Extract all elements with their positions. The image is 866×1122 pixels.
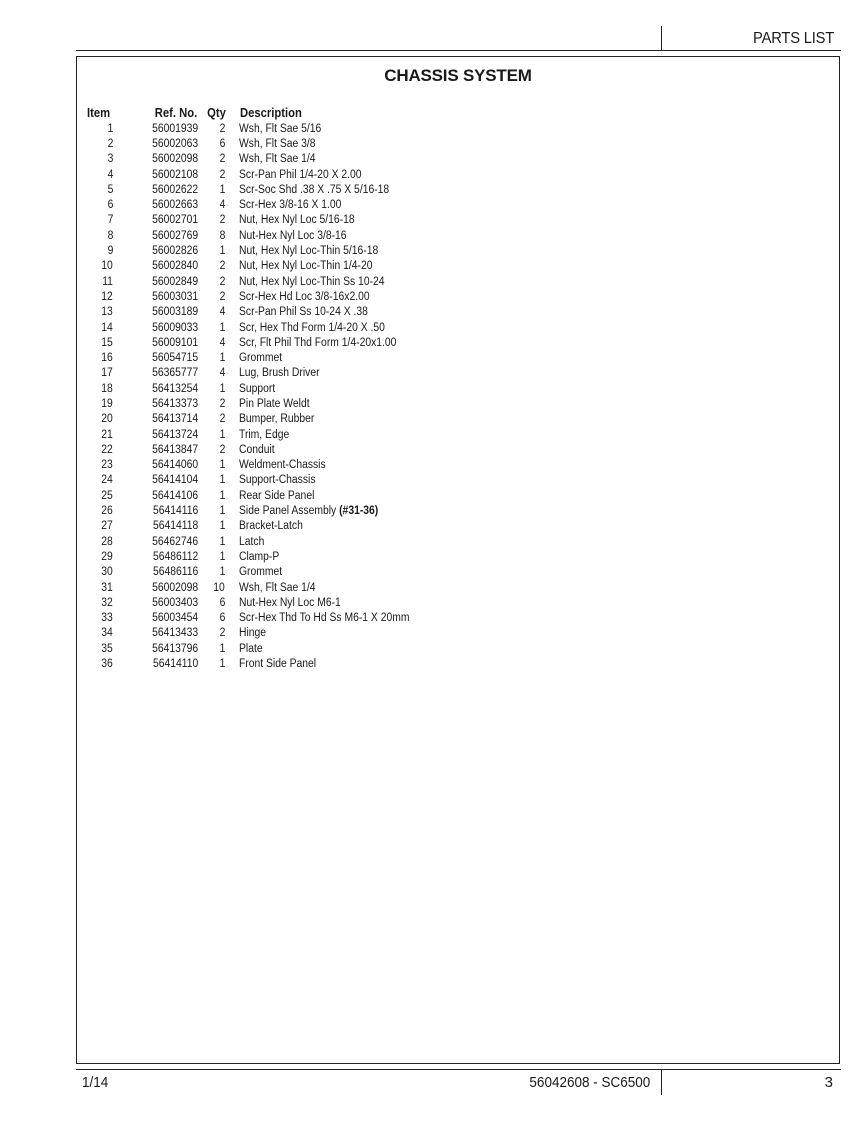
qty-cell: 4 (219, 306, 225, 319)
qty-cell: 2 (219, 413, 225, 426)
table-row (87, 274, 540, 289)
qty-cell: 4 (219, 199, 225, 212)
desc-cell: Wsh, Flt Sae 1/4 (239, 153, 316, 166)
ref-cell: 56414118 (152, 520, 198, 533)
item-cell: 27 (101, 520, 113, 533)
desc-cell: Scr-Hex Thd To Hd Ss M6-1 X 20mm (239, 612, 410, 625)
table-row (87, 167, 540, 182)
item-cell: 32 (101, 596, 113, 609)
desc-cell: Scr-Hex Hd Loc 3/8-16x2.00 (239, 290, 370, 303)
desc-cell: Latch (239, 535, 265, 548)
qty-cell: 1 (219, 459, 225, 472)
item-cell: 15 (101, 336, 113, 349)
qty-cell: 2 (219, 214, 225, 227)
qty-cell: 1 (219, 183, 225, 196)
desc-cell: Support-Chassis (239, 474, 316, 487)
table-row (87, 442, 540, 457)
desc-cell: Bracket-Latch (239, 520, 303, 533)
ref-cell: 56413796 (151, 642, 198, 655)
qty-cell: 2 (219, 275, 225, 288)
ref-cell: 56009033 (151, 321, 198, 334)
qty-cell: 4 (219, 336, 225, 349)
table-body (87, 121, 540, 672)
desc-cell: Grommet (239, 566, 283, 579)
item-cell: 19 (101, 397, 113, 410)
table-row (87, 488, 540, 503)
item-cell: 5 (107, 183, 113, 196)
table-row (87, 427, 540, 442)
table-row (87, 366, 540, 381)
qty-cell: 6 (219, 137, 225, 150)
page-number: 3 (824, 1074, 833, 1091)
footer-rule (76, 1069, 841, 1070)
ref-cell: 56002063 (151, 137, 198, 150)
item-cell: 18 (101, 382, 113, 395)
ref-cell: 56002098 (151, 581, 198, 594)
item-cell: 12 (101, 290, 113, 303)
ref-cell: 56413373 (151, 397, 198, 410)
qty-cell: 2 (219, 168, 225, 181)
qty-cell: 1 (219, 382, 225, 395)
desc-cell: Scr-Pan Phil 1/4-20 X 2.00 (239, 168, 362, 181)
item-cell: 20 (101, 413, 113, 426)
table-row (87, 396, 540, 411)
header-rule (76, 50, 841, 51)
ref-cell: 56003189 (151, 306, 198, 319)
qty-cell: 1 (219, 352, 225, 365)
item-cell: 8 (107, 229, 113, 242)
ref-cell: 56414106 (151, 489, 198, 502)
qty-cell: 1 (219, 642, 225, 655)
table-row (87, 259, 540, 274)
qty-cell: 1 (219, 535, 225, 548)
ref-cell: 56002108 (151, 168, 198, 181)
desc-cell: Front Side Panel (239, 658, 317, 671)
table-row (87, 473, 540, 488)
desc-subassembly-ref: (#31-36) (339, 505, 379, 518)
desc-cell: Grommet (239, 352, 283, 365)
section-label: PARTS LIST (752, 30, 834, 47)
desc-cell: Pin Plate Weldt (239, 397, 310, 410)
table-row (87, 320, 540, 335)
footer-divider (661, 1070, 662, 1095)
table-row (87, 182, 540, 197)
content-frame (76, 56, 840, 1064)
table-row (87, 350, 540, 365)
qty-cell: 2 (219, 397, 225, 410)
footer-document-id: 56042608 - SC6500 (529, 1074, 650, 1091)
col-item-header: Item (87, 105, 111, 120)
table-row (87, 519, 540, 534)
desc-cell: Hinge (239, 627, 267, 640)
ref-cell: 56413724 (151, 428, 198, 441)
ref-cell: 56009101 (151, 336, 198, 349)
ref-cell: 56486116 (152, 566, 198, 579)
item-cell: 28 (101, 535, 113, 548)
item-cell: 1 (107, 122, 113, 135)
item-cell: 17 (101, 367, 113, 380)
ref-cell: 56413254 (151, 382, 198, 395)
ref-cell: 56413433 (151, 627, 198, 640)
item-cell: 4 (107, 168, 113, 181)
ref-cell: 56414060 (151, 459, 198, 472)
qty-cell: 1 (219, 489, 225, 502)
table-row (87, 228, 540, 243)
desc-cell: Lug, Brush Driver (239, 367, 320, 380)
ref-cell: 56462746 (151, 535, 198, 548)
desc-cell: Trim, Edge (239, 428, 290, 441)
page-title: CHASSIS SYSTEM (384, 66, 532, 85)
desc-cell: Nut-Hex Nyl Loc M6-1 (239, 596, 341, 609)
ref-cell: 56365777 (151, 367, 198, 380)
desc-cell: Wsh, Flt Sae 3/8 (239, 137, 316, 150)
desc-cell: Wsh, Flt Sae 5/16 (239, 122, 322, 135)
qty-cell: 1 (219, 566, 225, 579)
table-row (87, 121, 540, 136)
table-row (87, 381, 540, 396)
item-cell: 9 (107, 245, 113, 258)
ref-cell: 56003403 (151, 596, 198, 609)
ref-cell: 56414116 (152, 505, 198, 518)
table-row (87, 611, 540, 626)
qty-cell: 1 (219, 520, 225, 533)
qty-cell: 2 (219, 290, 225, 303)
table-row (87, 136, 540, 151)
item-cell: 16 (101, 352, 113, 365)
item-cell: 22 (101, 443, 113, 456)
qty-cell: 1 (219, 245, 225, 258)
item-cell: 30 (101, 566, 113, 579)
ref-cell: 56413714 (151, 413, 198, 426)
table-row (87, 641, 540, 656)
table-row (87, 565, 540, 580)
qty-cell: 10 (213, 581, 225, 594)
ref-cell: 56002098 (151, 153, 198, 166)
item-cell: 14 (101, 321, 113, 334)
item-cell: 26 (101, 505, 113, 518)
item-cell: 7 (107, 214, 113, 227)
ref-cell: 56003031 (151, 290, 198, 303)
qty-cell: 6 (219, 596, 225, 609)
desc-cell: Bumper, Rubber (239, 413, 315, 426)
ref-cell: 56002769 (151, 229, 198, 242)
table-row (87, 335, 540, 350)
qty-cell: 4 (219, 367, 225, 380)
desc-cell: Nut, Hex Nyl Loc-Thin 5/16-18 (239, 245, 379, 258)
item-cell: 3 (107, 153, 113, 166)
desc-cell: Nut, Hex Nyl Loc-Thin Ss 10-24 (239, 275, 385, 288)
header-divider (661, 26, 662, 51)
table-row (87, 595, 540, 610)
ref-cell: 56486112 (152, 550, 198, 563)
item-cell: 25 (101, 489, 113, 502)
ref-cell: 56054715 (151, 352, 198, 365)
table-header (87, 104, 540, 121)
desc-cell: Nut, Hex Nyl Loc-Thin 1/4-20 (239, 260, 373, 273)
qty-cell: 2 (219, 627, 225, 640)
desc-cell: Clamp-P (239, 550, 280, 563)
table-row (87, 152, 540, 167)
item-cell: 36 (101, 658, 113, 671)
desc-cell: Wsh, Flt Sae 1/4 (239, 581, 316, 594)
qty-cell: 6 (219, 612, 225, 625)
item-cell: 35 (101, 642, 113, 655)
qty-cell: 2 (219, 153, 225, 166)
table-row (87, 534, 540, 549)
table-row (87, 580, 540, 595)
desc-cell: Weldment-Chassis (239, 459, 326, 472)
table-row (87, 197, 540, 212)
table-row (87, 626, 540, 641)
desc-cell: Scr-Hex 3/8-16 X 1.00 (239, 199, 342, 212)
qty-cell: 1 (219, 658, 225, 671)
item-cell: 6 (107, 199, 113, 212)
parts-table (87, 104, 540, 672)
qty-cell: 1 (219, 428, 225, 441)
desc-cell: Nut-Hex Nyl Loc 3/8-16 (239, 229, 347, 242)
desc-cell: Scr-Pan Phil Ss 10-24 X .38 (239, 306, 368, 319)
item-cell: 11 (102, 275, 113, 288)
table-row (87, 305, 540, 320)
ref-cell: 56002826 (151, 245, 198, 258)
desc-cell: Scr-Soc Shd .38 X .75 X 5/16-18 (239, 183, 390, 196)
table-row (87, 289, 540, 304)
ref-cell: 56002849 (151, 275, 198, 288)
ref-cell: 56414110 (152, 658, 198, 671)
col-ref-header: Ref. No. (154, 105, 197, 120)
col-desc-header: Description (240, 105, 302, 120)
desc-cell: Scr, Flt Phil Thd Form 1/4-20x1.00 (239, 336, 397, 349)
table-row (87, 243, 540, 258)
item-cell: 29 (101, 550, 113, 563)
table-row (87, 458, 540, 473)
item-cell: 34 (101, 627, 113, 640)
qty-cell: 1 (219, 321, 225, 334)
ref-cell: 56413847 (151, 443, 198, 456)
col-qty-header: Qty (207, 105, 226, 120)
qty-cell: 2 (219, 260, 225, 273)
table-row (87, 656, 540, 671)
table-row (87, 213, 540, 228)
desc-cell: Plate (239, 642, 263, 655)
qty-cell: 2 (219, 443, 225, 456)
table-row (87, 549, 540, 564)
desc-cell: Side Panel Assembly (#31-36) (239, 505, 379, 518)
desc-cell: Nut, Hex Nyl Loc 5/16-18 (239, 214, 355, 227)
qty-cell: 1 (219, 505, 225, 518)
ref-cell: 56002840 (151, 260, 198, 273)
item-cell: 21 (101, 428, 113, 441)
desc-cell: Scr, Hex Thd Form 1/4-20 X .50 (239, 321, 385, 334)
table-row (87, 412, 540, 427)
item-cell: 24 (101, 474, 113, 487)
ref-cell: 56001939 (151, 122, 198, 135)
desc-cell: Rear Side Panel (239, 489, 315, 502)
item-cell: 33 (101, 612, 113, 625)
item-cell: 13 (101, 306, 113, 319)
ref-cell: 56003454 (151, 612, 198, 625)
ref-cell: 56002622 (151, 183, 198, 196)
item-cell: 23 (101, 459, 113, 472)
ref-cell: 56414104 (151, 474, 198, 487)
qty-cell: 8 (219, 229, 225, 242)
desc-cell: Support (239, 382, 276, 395)
item-cell: 10 (101, 260, 113, 273)
qty-cell: 1 (219, 474, 225, 487)
item-cell: 31 (101, 581, 113, 594)
desc-cell: Conduit (239, 443, 275, 456)
qty-cell: 2 (219, 122, 225, 135)
footer-left: 1/14 (82, 1074, 109, 1091)
item-cell: 2 (107, 137, 113, 150)
ref-cell: 56002663 (151, 199, 198, 212)
table-row (87, 503, 540, 518)
qty-cell: 1 (219, 550, 225, 563)
ref-cell: 56002701 (151, 214, 198, 227)
